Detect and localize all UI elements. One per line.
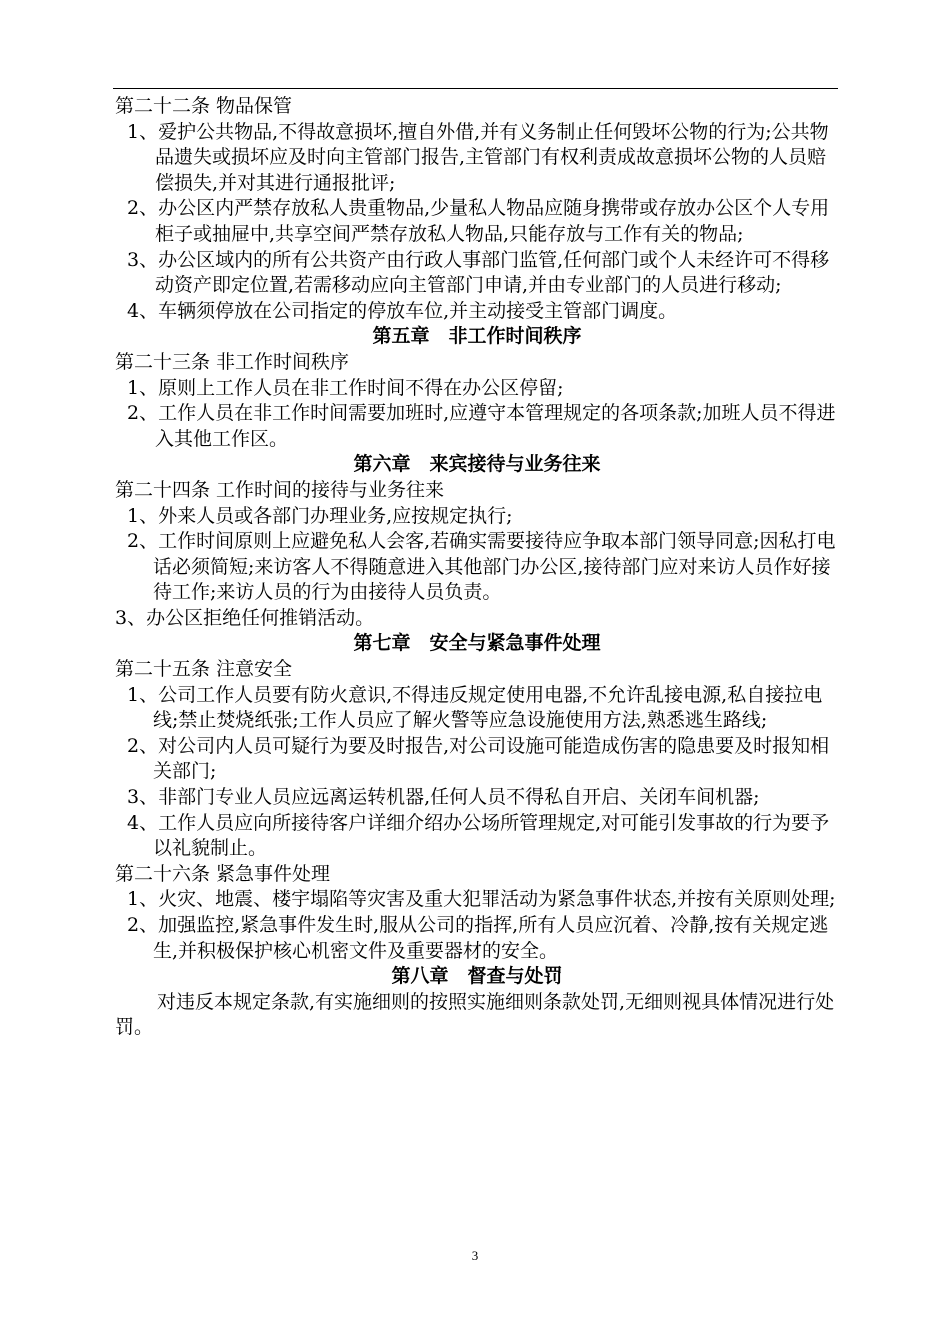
chapter-8-heading: 第八章 督查与处罚	[391, 965, 563, 988]
article-25-item-3: 3、非部门专业人员应远离运转机器,任何人员不得私自开启、关闭车间机器;	[127, 786, 760, 809]
article-22-item-1: 1、爱护公共物品,不得故意损坏,擅自外借,并有义务制止任何毁坏公物的行为;公共物品遗失或损坏应及时向主管部门报告,主管部门有权利责成故意损坏公物的人员赔偿损失,并对其进行通报批评;	[127, 120, 829, 194]
article-24-title: 第二十四条 工作时间的接待与业务往来	[115, 478, 445, 501]
article-25-item-4: 4、工作人员应向所接待客户详细介绍办公场所管理规定,对可能引发事故的行为要予以礼貌制止。	[127, 811, 830, 860]
article-25-title: 第二十五条 注意安全	[115, 658, 293, 681]
chapter-7-heading: 第七章 安全与紧急事件处理	[353, 632, 601, 655]
article-23-item-2: 2、工作人员在非工作时间需要加班时,应遵守本管理规定的各项条款;加班人员不得进入其他工作区。	[127, 402, 836, 450]
chapter-5-heading: 第五章 非工作时间秩序	[372, 325, 582, 348]
article-26-item-1: 1、火灾、地震、楼宇塌陷等灾害及重大犯罪活动为紧急事件状态,并按有关原则处理;	[127, 888, 836, 911]
header-rule	[113, 88, 838, 89]
article-25-item-2: 2、对公司内人员可疑行为要及时报告,对公司设施可能造成伤害的隐患要及时报知相关部门;	[127, 734, 830, 783]
article-25-item-1: 1、公司工作人员要有防火意识,不得违反规定使用电器,不允许乱接电源,私自接拉电线;禁止焚烧纸张;工作人员应了解火警等应急设施使用方法,熟悉逃生路线;	[127, 683, 823, 732]
chapter-8-text: 对违反本规定条款,有实施细则的按照实施细则条款处罚,无细则视具体情况进行处罚。	[115, 990, 835, 1039]
article-22-item-4: 4、车辆须停放在公司指定的停放车位,并主动接受主管部门调度。	[127, 299, 678, 322]
article-23-item-1: 1、原则上工作人员在非工作时间不得在办公区停留;	[127, 376, 564, 399]
article-22-title: 第二十二条 物品保管	[115, 95, 293, 117]
article-23-title: 第二十三条 非工作时间秩序	[115, 350, 350, 373]
article-26-title: 第二十六条 紧急事件处理	[115, 862, 331, 885]
page-content	[115, 94, 839, 1041]
article-24-item-2: 2、工作时间原则上应避免私人会客,若确实需要接待应争取本部门领导同意;因私打电话必须简短;来访客人不得随意进入其他部门办公区,接待部门应对来访人员作好接待工作;来访人员的行为由接待人员负责。	[127, 530, 836, 604]
article-22-item-2: 2、办公区内严禁存放私人贵重物品,少量私人物品应随身携带或存放办公区个人专用柜子或抽屉中,共享空间严禁存放私人物品,只能存放与工作有关的物品;	[127, 197, 830, 245]
article-24-item-3: 3、办公区拒绝任何推销活动。	[115, 606, 375, 629]
chapter-6-heading: 第六章 来宾接待与业务往来	[353, 453, 601, 476]
article-24-item-1: 1、外来人员或各部门办理业务,应按规定执行;	[127, 504, 513, 527]
article-22-item-3: 3、办公区域内的所有公共资产由行政人事部门监管,任何部门或个人未经许可不得移动资产即定位置,若需移动应向主管部门申请,并由专业部门的人员进行移动;	[127, 248, 830, 297]
article-26-item-2: 2、加强监控,紧急事件发生时,服从公司的指挥,所有人员应沉着、冷静,按有关规定逃生,并积极保护核心机密文件及重要器材的安全。	[127, 914, 829, 962]
page-number: 3	[471, 1248, 479, 1263]
